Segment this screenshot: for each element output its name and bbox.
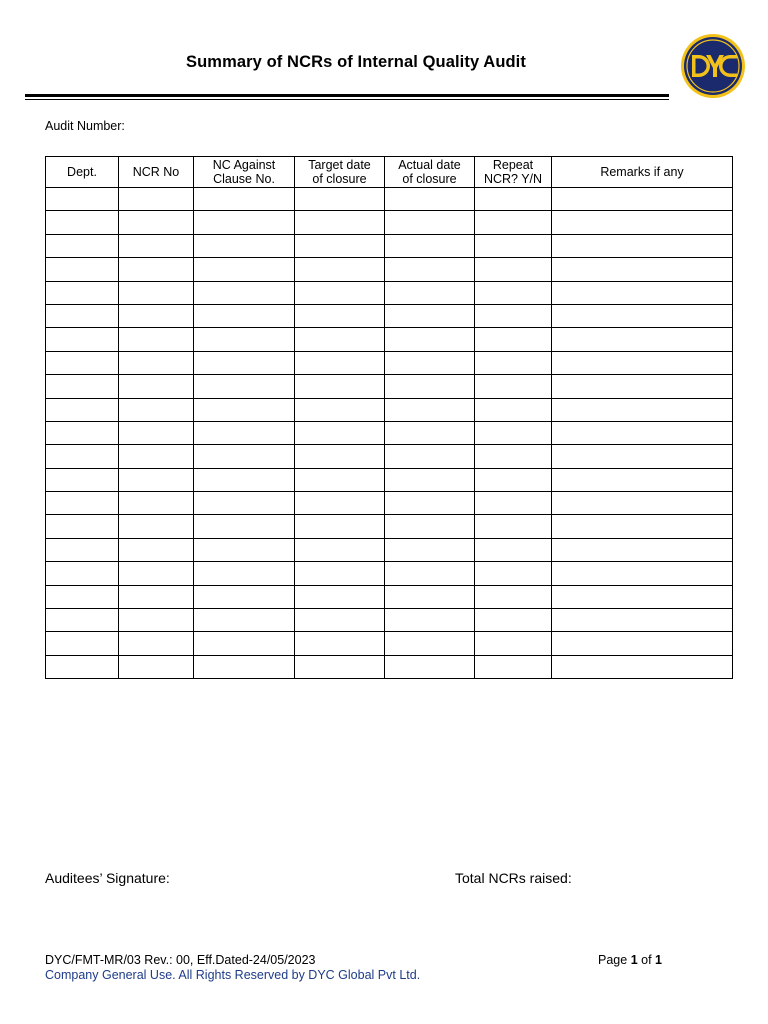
table-cell[interactable] — [475, 281, 552, 304]
table-row — [46, 375, 733, 398]
table-cell[interactable] — [46, 375, 119, 398]
table-cell[interactable] — [119, 468, 194, 491]
column-header-remarks: Remarks if any — [552, 157, 733, 188]
table-cell[interactable] — [194, 538, 295, 561]
table-row — [46, 188, 733, 211]
table-cell[interactable] — [475, 515, 552, 538]
table-cell[interactable] — [385, 585, 475, 608]
ncr-summary-table — [45, 156, 733, 679]
table-cell[interactable] — [295, 375, 385, 398]
table-cell[interactable] — [385, 211, 475, 234]
table-cell[interactable] — [194, 632, 295, 655]
table-cell[interactable] — [119, 281, 194, 304]
table-cell[interactable] — [119, 445, 194, 468]
table-cell[interactable] — [385, 609, 475, 632]
table-cell[interactable] — [194, 328, 295, 351]
table-cell[interactable] — [552, 609, 733, 632]
table-cell[interactable] — [552, 562, 733, 585]
table-row — [46, 351, 733, 374]
table-cell[interactable] — [295, 632, 385, 655]
table-row — [46, 328, 733, 351]
table-cell[interactable] — [194, 258, 295, 281]
table-cell[interactable] — [385, 655, 475, 678]
table-cell[interactable] — [194, 211, 295, 234]
table-row — [46, 211, 733, 234]
table-cell[interactable] — [119, 188, 194, 211]
table-cell[interactable] — [552, 538, 733, 561]
table-row — [46, 258, 733, 281]
table-row — [46, 609, 733, 632]
table-cell[interactable] — [194, 351, 295, 374]
table-cell[interactable] — [119, 421, 194, 444]
page-title: Summary of NCRs of Internal Quality Audit — [186, 53, 526, 71]
table-cell[interactable] — [46, 609, 119, 632]
table-cell[interactable] — [194, 585, 295, 608]
auditees-signature-label: Auditees’ Signature: — [45, 870, 170, 886]
table-cell[interactable] — [552, 281, 733, 304]
table-cell[interactable] — [194, 468, 295, 491]
copyright-notice: Company General Use. All Rights Reserved by DYC Global Pvt Ltd. — [45, 968, 421, 982]
table-cell[interactable] — [475, 468, 552, 491]
table-cell[interactable] — [119, 609, 194, 632]
column-header-repeat-ncr: Repeat NCR? Y/N — [475, 157, 552, 188]
table-cell[interactable] — [552, 398, 733, 421]
table-cell[interactable] — [46, 468, 119, 491]
table-cell[interactable] — [385, 328, 475, 351]
table-cell[interactable] — [46, 585, 119, 608]
table-cell[interactable] — [119, 328, 194, 351]
table-cell[interactable] — [385, 304, 475, 327]
table-row — [46, 445, 733, 468]
table-cell[interactable] — [475, 234, 552, 257]
table-cell[interactable] — [295, 538, 385, 561]
table-cell[interactable] — [475, 655, 552, 678]
table-cell[interactable] — [46, 211, 119, 234]
table-cell[interactable] — [475, 421, 552, 444]
table-cell[interactable] — [552, 515, 733, 538]
table-cell[interactable] — [194, 421, 295, 444]
table-cell[interactable] — [295, 328, 385, 351]
table-cell[interactable] — [119, 492, 194, 515]
table-cell[interactable] — [475, 188, 552, 211]
table-cell[interactable] — [475, 585, 552, 608]
table-cell[interactable] — [194, 609, 295, 632]
table-cell[interactable] — [295, 398, 385, 421]
table-cell[interactable] — [552, 375, 733, 398]
audit-number-label: Audit Number: — [45, 119, 125, 133]
table-cell[interactable] — [552, 655, 733, 678]
table-cell[interactable] — [119, 258, 194, 281]
column-header-nc-against-clause: NC Against Clause No. — [194, 157, 295, 188]
table-header-row — [46, 157, 733, 188]
table-cell[interactable] — [119, 351, 194, 374]
table-cell[interactable] — [385, 445, 475, 468]
table-cell[interactable] — [119, 632, 194, 655]
table-cell[interactable] — [295, 211, 385, 234]
table-row — [46, 468, 733, 491]
table-cell[interactable] — [194, 281, 295, 304]
table-cell[interactable] — [194, 515, 295, 538]
table-cell[interactable] — [475, 328, 552, 351]
table-cell[interactable] — [295, 585, 385, 608]
table-cell[interactable] — [295, 421, 385, 444]
table-cell[interactable] — [46, 258, 119, 281]
table-row — [46, 421, 733, 444]
table-cell[interactable] — [194, 445, 295, 468]
table-cell[interactable] — [194, 188, 295, 211]
table-cell[interactable] — [475, 351, 552, 374]
table-cell[interactable] — [475, 258, 552, 281]
page-number: Page 1 of 1 — [598, 953, 662, 967]
table-cell[interactable] — [46, 281, 119, 304]
company-logo — [680, 33, 746, 99]
table-cell[interactable] — [295, 281, 385, 304]
table-row — [46, 398, 733, 421]
document-code: DYC/FMT-MR/03 Rev.: 00, Eff.Dated-24/05/2023 — [45, 953, 316, 967]
table-cell[interactable] — [385, 492, 475, 515]
table-cell[interactable] — [194, 304, 295, 327]
column-header-actual-date: Actual date of closure — [385, 157, 475, 188]
table-cell[interactable] — [295, 445, 385, 468]
table-cell[interactable] — [295, 304, 385, 327]
table-cell[interactable] — [295, 258, 385, 281]
table-cell[interactable] — [119, 304, 194, 327]
table-cell[interactable] — [194, 398, 295, 421]
table-row — [46, 515, 733, 538]
table-cell[interactable] — [552, 258, 733, 281]
table-cell[interactable] — [119, 398, 194, 421]
table-row — [46, 632, 733, 655]
table-cell[interactable] — [552, 585, 733, 608]
table-row — [46, 538, 733, 561]
table-cell[interactable] — [295, 468, 385, 491]
table-cell[interactable] — [475, 632, 552, 655]
table-cell[interactable] — [46, 538, 119, 561]
table-cell[interactable] — [119, 211, 194, 234]
table-cell[interactable] — [46, 421, 119, 444]
table-cell[interactable] — [119, 515, 194, 538]
table-row — [46, 585, 733, 608]
table-cell[interactable] — [385, 632, 475, 655]
table-cell[interactable] — [194, 655, 295, 678]
table-cell[interactable] — [552, 304, 733, 327]
table-cell[interactable] — [46, 655, 119, 678]
table-cell[interactable] — [475, 398, 552, 421]
table-cell[interactable] — [385, 375, 475, 398]
table-cell[interactable] — [552, 188, 733, 211]
table-cell[interactable] — [385, 234, 475, 257]
table-cell[interactable] — [475, 375, 552, 398]
column-header-target-date: Target date of closure — [295, 157, 385, 188]
table-row — [46, 655, 733, 678]
table-cell[interactable] — [46, 445, 119, 468]
table-cell[interactable] — [119, 375, 194, 398]
table-cell[interactable] — [295, 515, 385, 538]
table-cell[interactable] — [552, 445, 733, 468]
table-cell[interactable] — [46, 188, 119, 211]
table-row — [46, 234, 733, 257]
table-cell[interactable] — [475, 609, 552, 632]
table-cell[interactable] — [295, 609, 385, 632]
table-cell[interactable] — [475, 562, 552, 585]
table-cell[interactable] — [119, 585, 194, 608]
table-cell[interactable] — [194, 562, 295, 585]
table-row — [46, 562, 733, 585]
table-cell[interactable] — [385, 468, 475, 491]
table-cell[interactable] — [295, 655, 385, 678]
table-cell[interactable] — [385, 188, 475, 211]
column-header-ncr-no: NCR No — [119, 157, 194, 188]
table-cell[interactable] — [295, 188, 385, 211]
table-cell[interactable] — [46, 234, 119, 257]
table-cell[interactable] — [475, 304, 552, 327]
header-divider-thick — [25, 94, 669, 97]
table-cell[interactable] — [552, 234, 733, 257]
total-ncrs-label: Total NCRs raised: — [455, 870, 572, 886]
table-cell[interactable] — [552, 632, 733, 655]
table-cell[interactable] — [46, 492, 119, 515]
table-cell[interactable] — [46, 398, 119, 421]
table-row — [46, 304, 733, 327]
table-cell[interactable] — [46, 632, 119, 655]
table-cell[interactable] — [295, 492, 385, 515]
table-cell[interactable] — [385, 538, 475, 561]
table-cell[interactable] — [295, 562, 385, 585]
table-cell[interactable] — [385, 515, 475, 538]
table-cell[interactable] — [46, 515, 119, 538]
table-cell[interactable] — [385, 562, 475, 585]
table-cell[interactable] — [194, 492, 295, 515]
table-row — [46, 281, 733, 304]
table-cell[interactable] — [475, 445, 552, 468]
table-cell[interactable] — [475, 492, 552, 515]
table-cell[interactable] — [552, 328, 733, 351]
table-cell[interactable] — [295, 351, 385, 374]
table-cell[interactable] — [552, 492, 733, 515]
table-cell[interactable] — [552, 468, 733, 491]
table-cell[interactable] — [552, 351, 733, 374]
column-header-dept: Dept. — [46, 157, 119, 188]
table-cell[interactable] — [194, 234, 295, 257]
table-cell[interactable] — [385, 398, 475, 421]
table-cell[interactable] — [119, 538, 194, 561]
header-divider-thin — [25, 99, 669, 100]
table-cell[interactable] — [475, 538, 552, 561]
table-row — [46, 492, 733, 515]
table-cell[interactable] — [385, 421, 475, 444]
table-cell[interactable] — [46, 304, 119, 327]
table-cell[interactable] — [385, 351, 475, 374]
table-cell[interactable] — [46, 351, 119, 374]
table-cell[interactable] — [119, 655, 194, 678]
table-cell[interactable] — [552, 211, 733, 234]
table-cell[interactable] — [46, 328, 119, 351]
table-cell[interactable] — [552, 421, 733, 444]
table-cell[interactable] — [119, 562, 194, 585]
table-cell[interactable] — [46, 562, 119, 585]
table-cell[interactable] — [295, 234, 385, 257]
table-cell[interactable] — [385, 258, 475, 281]
table-cell[interactable] — [194, 375, 295, 398]
table-cell[interactable] — [119, 234, 194, 257]
table-cell[interactable] — [385, 281, 475, 304]
table-cell[interactable] — [475, 211, 552, 234]
